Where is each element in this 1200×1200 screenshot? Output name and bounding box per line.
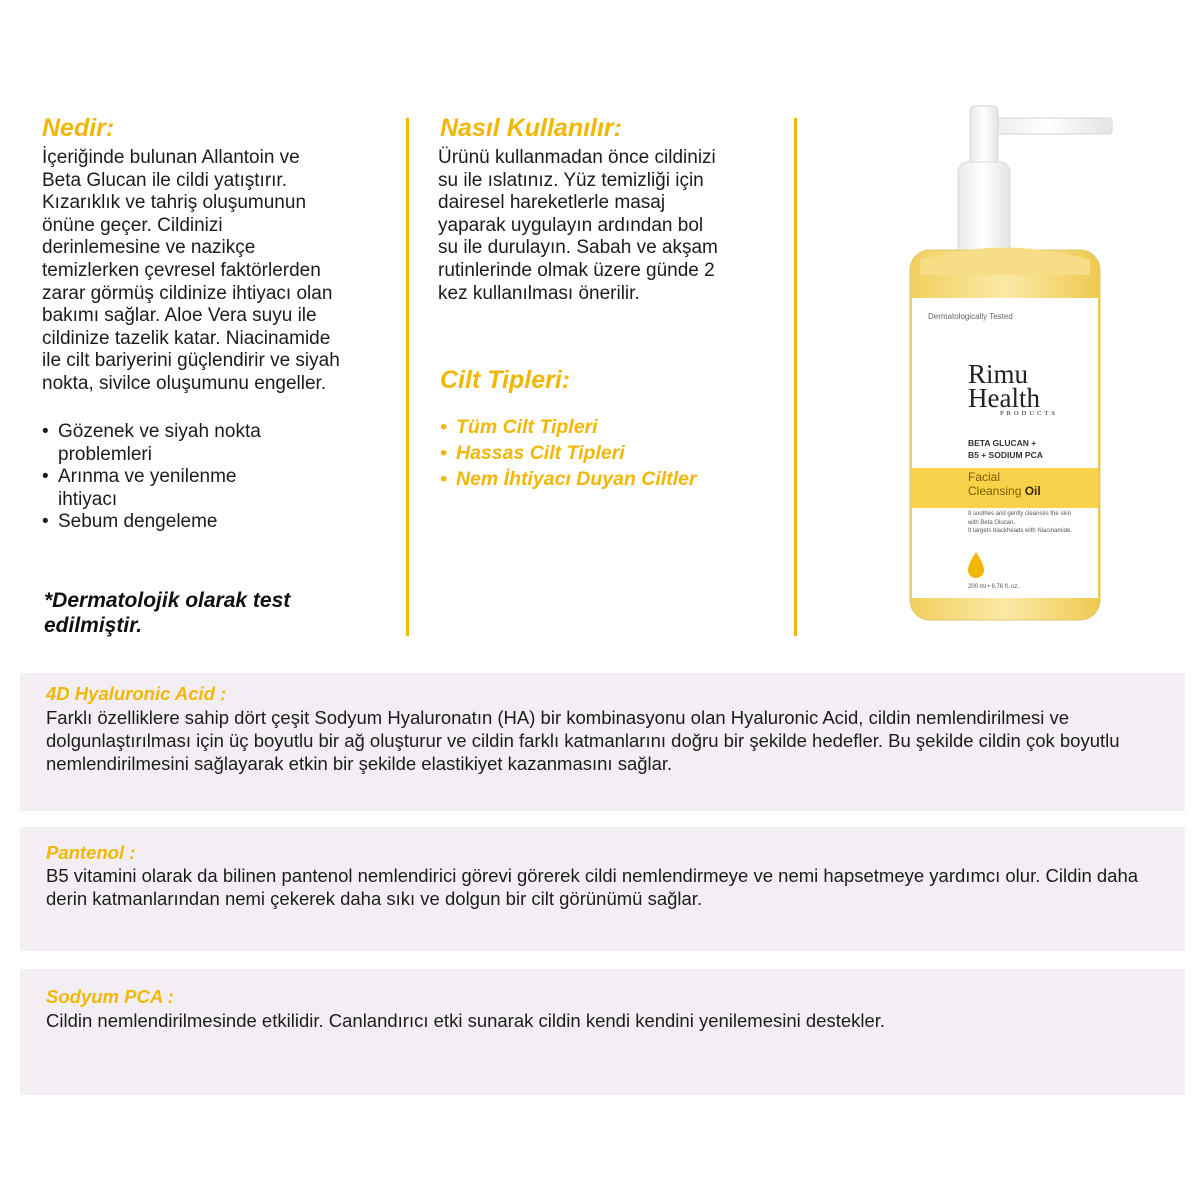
column-divider-left xyxy=(406,118,409,636)
ingredient-panel-hyaluronic xyxy=(20,673,1185,811)
product-name xyxy=(968,470,1041,498)
description-line: Beta Glucan ile cildi yatıştırır. xyxy=(42,169,287,191)
brand-line: Health xyxy=(968,383,1040,413)
description-line: derinlemesine ve nazikçe xyxy=(42,237,256,259)
what-is-heading: Nedir: xyxy=(42,114,115,142)
description-line: Kızarıklık ve tahriş oluşumunun xyxy=(42,192,307,214)
product-image xyxy=(880,100,1130,640)
list-item: • Arınma ve yenilenme ihtiyacı xyxy=(42,466,292,511)
list-item: • Nem İhtiyacı Duyan Ciltler xyxy=(440,466,770,492)
product-description xyxy=(968,510,1092,536)
ingredients-line: B5 + SODIUM PCA xyxy=(968,450,1043,460)
panel-title: Pantenol : xyxy=(46,842,136,863)
product-name-line: Facial xyxy=(968,470,1001,484)
list-item: • Gözenek ve siyah nokta problemleri xyxy=(42,421,292,466)
description-line: zarar görmüş cildinize ihtiyacı olan xyxy=(42,282,333,304)
usage-line: su ile durulayın. Sabah ve akşam xyxy=(438,237,718,259)
panel-text: B5 vitamini olarak da bilinen pantenol nemlendirici görevi görerek cildi nemlendirmeye ve nemi hapsetmeye yardımcı olur. Cildin daha derin katmanlarından nemi çekerek daha sıkı ve dolgun bir cilt görünümü sağlar. xyxy=(46,865,1139,909)
dermatology-note: *Dermatolojik olarak test edilmiştir. xyxy=(44,589,291,637)
list-item: • Hassas Cilt Tipleri xyxy=(440,440,770,466)
product-volume: 200 ml • 6.76 fl. oz. xyxy=(968,584,1020,590)
panel-text: Cildin nemlendirilmesinde etkilidir. Canlandırıcı etki sunarak cildin kendi kendini yenilemesini destekler. xyxy=(46,1010,886,1031)
product-desc-line: It targets blackheads with Niacinamide. xyxy=(968,528,1073,534)
description-line: temizlerken çevresel faktörlerden xyxy=(42,259,321,281)
skin-types-heading: Cilt Tipleri: xyxy=(440,366,571,394)
ingredients-line: BETA GLUCAN + xyxy=(968,438,1037,448)
ingredient-panel-panthenol xyxy=(20,827,1185,951)
usage-line: su ile ıslatınız. Yüz temizliği için xyxy=(438,169,704,191)
ingredient-panel-sodium-pca xyxy=(20,969,1185,1095)
description-line: bakımı sağlar. Aloe Vera suyu ile xyxy=(42,305,317,327)
list-item: • Sebum dengeleme xyxy=(42,511,292,534)
skin-types-list xyxy=(440,414,770,492)
description-line: ile cilt bariyerini güçlendirir ve siyah xyxy=(42,350,340,372)
description-line: cildinize tazelik katar. Niacinamide xyxy=(42,327,331,349)
usage-line: rutinlerinde olmak üzere günde 2 xyxy=(438,259,715,281)
column-divider-right xyxy=(794,118,797,636)
usage-line: yaparak uygulayın ardından bol xyxy=(438,214,704,236)
panel-text: Farklı özelliklere sahip dört çeşit Sodyum Hyaluronatın (HA) bir kombinasyonu olan Hyaluronic Acid, cildin nemlendirilmesi ve dolgunlaştırılması için üç boyutlu bir ağ oluşturur ve cildin farklı katmanlarını doğru bir şekilde hedefler. Bu şekilde cildin çok boyutlu nemlendirilmesini sağlayarak etkin bir şekilde elastikiyet kazanmasını sağlar. xyxy=(46,707,1120,774)
brand-logo xyxy=(968,359,1068,418)
panel-title: Sodyum PCA : xyxy=(46,986,174,1007)
list-item: • Tüm Cilt Tipleri xyxy=(440,414,770,440)
brand-sub: PRODUCTS xyxy=(1000,410,1058,417)
description-line: nokta, sivilce oluşumunu engeller. xyxy=(42,372,327,394)
how-to-use-heading: Nasıl Kullanılır: xyxy=(440,114,622,142)
usage-line: Ürünü kullanmadan önce cildinizi xyxy=(438,147,716,168)
description-line: önüne geçer. Cildinizi xyxy=(42,214,223,236)
how-to-use-description xyxy=(438,147,778,305)
brand-line: Rimu xyxy=(968,359,1029,389)
ingredients-label xyxy=(968,437,1043,461)
usage-line: dairesel hareketlerle masaj xyxy=(438,192,666,214)
what-is-description xyxy=(42,147,402,396)
product-desc-line: with Beta Glucan. xyxy=(968,519,1016,526)
product-name-part: Cleansing xyxy=(968,484,1022,498)
description-line: İçeriğinde bulunan Allantoin ve xyxy=(42,147,300,168)
product-name-part: Oil xyxy=(1024,484,1041,498)
product-desc-line: It soothes and gently cleanses the skin xyxy=(968,511,1072,517)
tested-label: Dermatologically Tested xyxy=(928,312,1013,321)
panel-title: 4D Hyaluronic Acid : xyxy=(46,683,227,704)
benefits-list xyxy=(42,421,292,534)
product-name-line xyxy=(968,484,1041,498)
usage-line: kez kullanılması önerilir. xyxy=(438,282,640,304)
